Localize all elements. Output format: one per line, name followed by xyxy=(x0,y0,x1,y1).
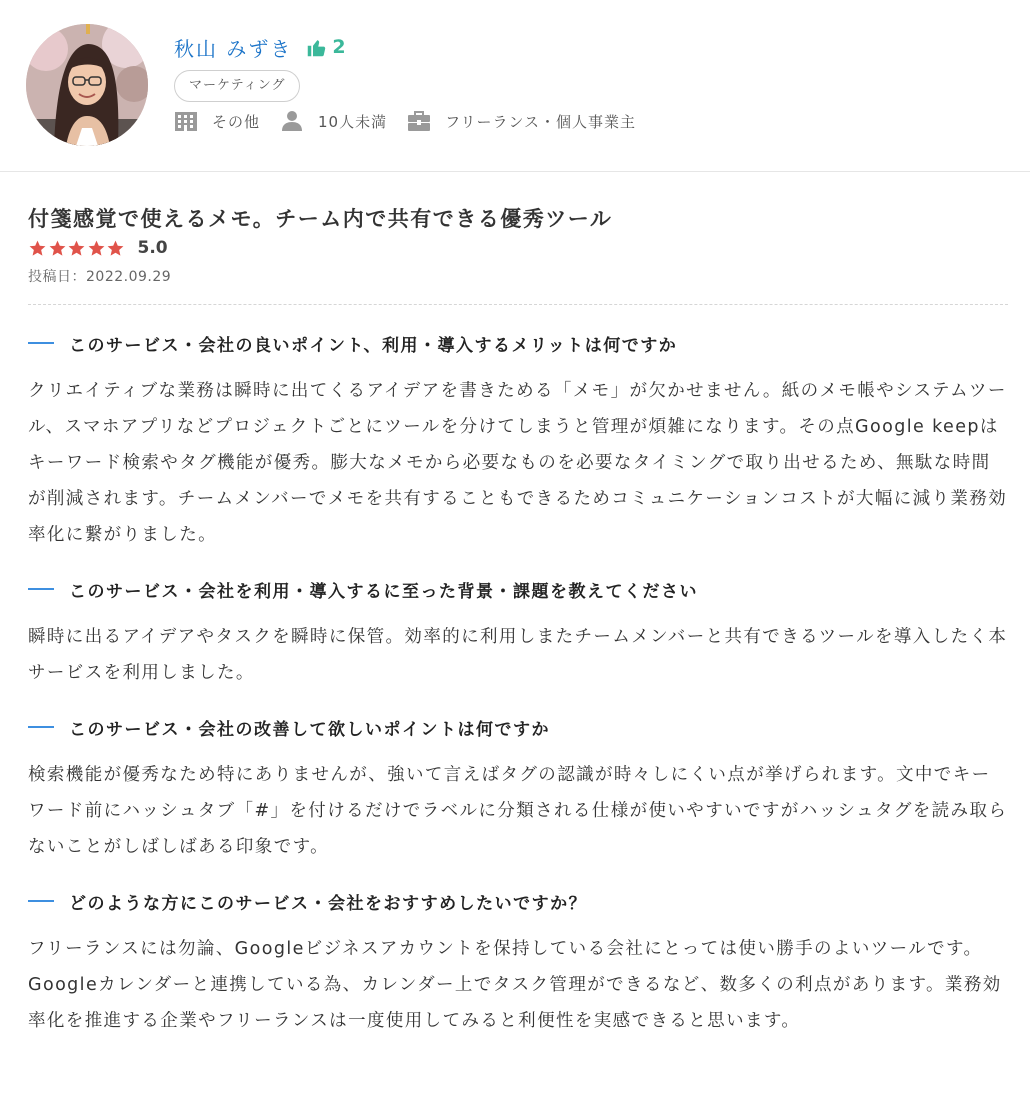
star-icon xyxy=(106,239,125,258)
briefcase-icon xyxy=(407,110,431,132)
question-heading xyxy=(28,575,1008,603)
divider xyxy=(28,304,1008,305)
question-text: このサービス・会社を利用・導入するに至った背景・課題を教えてください xyxy=(69,581,698,602)
building-icon xyxy=(174,110,198,132)
qa-section-improvements xyxy=(28,713,1008,865)
star-icon xyxy=(67,239,86,258)
like-count: 2 xyxy=(332,36,346,58)
company-size-text: 10人未満 xyxy=(318,112,388,131)
heading-dash xyxy=(28,900,54,902)
question-heading xyxy=(28,887,1008,915)
question-heading xyxy=(28,713,1008,741)
question-text: このサービス・会社の改善して欲しいポイントは何ですか xyxy=(69,719,550,740)
question-text: どのような方にこのサービス・会社をおすすめしたいですか？ xyxy=(69,893,588,914)
star-icon xyxy=(28,239,47,258)
thumbs-up-icon xyxy=(306,37,327,58)
qa-section-recommendation xyxy=(28,887,1008,1039)
person-icon xyxy=(280,110,304,132)
star-rating xyxy=(28,239,126,258)
rating xyxy=(28,234,1008,262)
reviewer-profile xyxy=(0,0,1030,172)
star-icon xyxy=(87,239,106,258)
heading-dash xyxy=(28,588,54,590)
avatar-photo xyxy=(26,24,148,146)
reviewer-name[interactable]: 秋山 みずき xyxy=(174,36,293,61)
profile-info xyxy=(174,32,656,132)
employment-text: フリーランス・個人事業主 xyxy=(445,112,637,131)
review xyxy=(0,172,1030,1039)
qa-section-background xyxy=(28,575,1008,691)
question-text: このサービス・会社の良いポイント、利用・導入するメリットは何ですか xyxy=(69,335,678,356)
avatar[interactable] xyxy=(26,24,148,146)
review-title: 付箋感覚で使えるメモ。チーム内で共有できる優秀ツール xyxy=(28,207,613,231)
answer-text: クリエイティブな業務は瞬時に出てくるアイデアを書きためる「メモ」が欠かせません。紙のメモ帳やシステムツール、スマホアプリなどプロジェクトごとにツールを分けてしまうと管理が煩雑になります。その点Google keepはキーワード検索やタグ機能が優秀。膨大なメモから必要なものを必要なタイミングで取り出せるため、無駄な時間が削減されます。チームメンバーでメモを共有することもできるためコミュニケーションコストが大幅に減り業務効率化に繋がりました。 xyxy=(28,381,1008,545)
name-row xyxy=(174,32,656,62)
heading-dash xyxy=(28,342,54,344)
answer-text: 瞬時に出るアイデアやタスクを瞬時に保管。効率的に利用しまたチームメンバーと共有できるツールを導入したく本サービスを利用しました。 xyxy=(28,627,1008,683)
like-counter[interactable] xyxy=(306,36,345,58)
post-date: 投稿日：2022.09.29 xyxy=(28,269,172,285)
industry-text: その他 xyxy=(212,112,261,131)
occupation-tag[interactable]: マーケティング xyxy=(174,70,300,102)
reviewer-meta xyxy=(174,110,656,132)
qa-section-merits xyxy=(28,329,1008,553)
star-icon xyxy=(48,239,67,258)
answer-text: フリーランスには勿論、Googleビジネスアカウントを保持している会社にとっては使い勝手のよいツールです。Googleカレンダーと連携している為、カレンダー上でタスク管理ができるなど、数多くの利点があります。業務効率化を推進する企業やフリーランスは一度使用してみると利便性を実感できると思います。 xyxy=(28,939,1002,1031)
rating-score: 5.0 xyxy=(137,238,168,258)
heading-dash xyxy=(28,726,54,728)
question-heading xyxy=(28,329,1008,357)
answer-text: 検索機能が優秀なため特にありませんが、強いて言えばタグの認識が時々しにくい点が挙げられます。文中でキーワード前にハッシュタブ「#」を付けるだけでラベルに分類される仕様が使いやすいですがハッシュタグを読み取らないことがしばしばある印象です。 xyxy=(28,765,1008,857)
